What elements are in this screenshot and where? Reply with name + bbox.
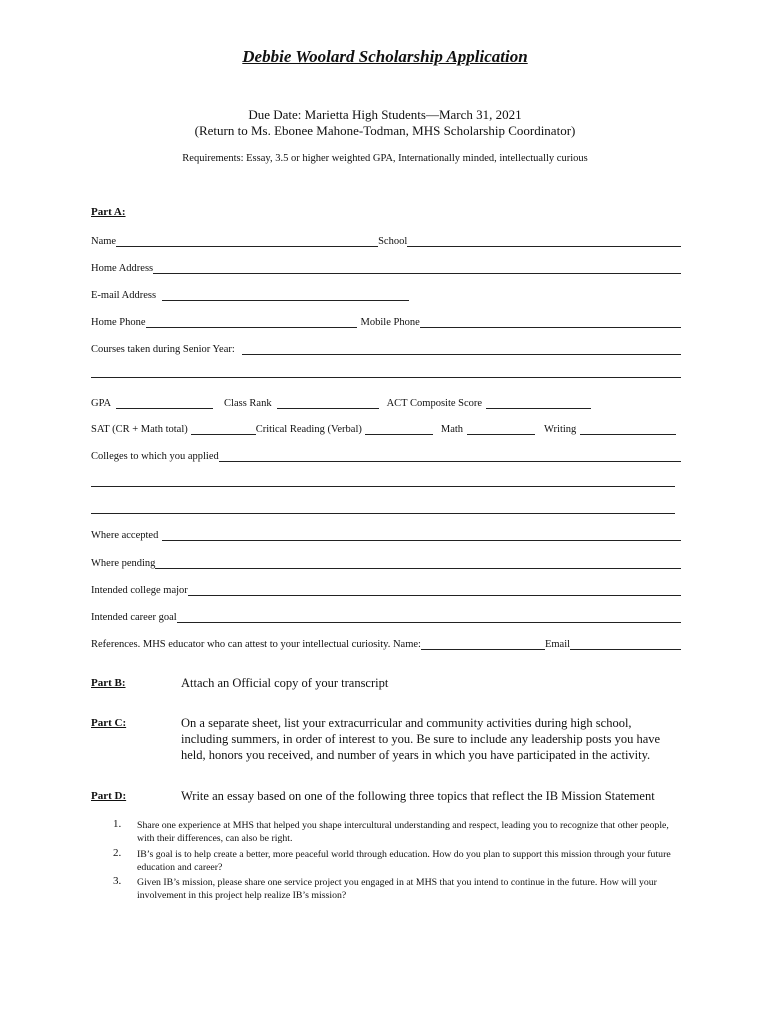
act-field[interactable] bbox=[486, 397, 591, 409]
topic-1-text: Share one experience at MHS that helped you shape intercultural understanding and respect, leading you to recognize that other people, with their differences, can also be right. bbox=[137, 820, 669, 844]
where-accepted-field[interactable] bbox=[162, 529, 681, 541]
due-date: Due Date: Marietta High Students—March 31, 2021 bbox=[248, 107, 522, 122]
home-address-row bbox=[91, 260, 681, 274]
where-pending-field[interactable] bbox=[155, 557, 681, 569]
sat-row bbox=[91, 421, 676, 435]
sat-field[interactable] bbox=[191, 423, 256, 435]
references-email-label: Email bbox=[544, 639, 571, 650]
name-field[interactable] bbox=[116, 235, 378, 247]
colleges-field[interactable] bbox=[219, 450, 681, 462]
email-label: E-mail Address bbox=[91, 290, 157, 301]
writing-field[interactable] bbox=[580, 423, 676, 435]
topic-2-text: IB’s goal is to help create a better, more peaceful world through education. How do you plan to support this mission through your future education and career? bbox=[137, 849, 671, 873]
class-rank-label: Class Rank bbox=[224, 398, 272, 409]
school-label: School bbox=[378, 236, 408, 247]
intended-major-label: Intended college major bbox=[91, 585, 188, 596]
colleges-row bbox=[91, 448, 681, 462]
gpa-field[interactable] bbox=[116, 397, 213, 409]
critical-reading-field[interactable] bbox=[365, 423, 433, 435]
references-name-field[interactable] bbox=[421, 638, 545, 650]
where-accepted-row bbox=[91, 527, 681, 541]
courses-label: Courses taken during Senior Year: bbox=[91, 344, 235, 355]
part-b-heading: Part B: bbox=[91, 677, 126, 689]
home-phone-field[interactable] bbox=[146, 316, 357, 328]
math-label: Math bbox=[440, 424, 464, 435]
intended-career-row bbox=[91, 609, 681, 623]
class-rank-field[interactable] bbox=[277, 397, 379, 409]
part-d-text: Write an essay based on one of the following three topics that reflect the IB Mission Statement bbox=[181, 789, 655, 803]
colleges-field-line-3[interactable] bbox=[91, 513, 675, 514]
mobile-phone-label: Mobile Phone bbox=[360, 317, 420, 328]
topic-3-number: 3. bbox=[113, 875, 122, 887]
topic-2-number: 2. bbox=[113, 847, 122, 859]
name-label: Name bbox=[91, 236, 117, 247]
topic-1-number: 1. bbox=[113, 818, 122, 830]
requirements: Requirements: Essay, 3.5 or higher weighted GPA, Internationally minded, intellectually curious bbox=[182, 153, 588, 164]
intended-career-field[interactable] bbox=[177, 611, 681, 623]
gpa-row bbox=[91, 395, 591, 409]
mobile-phone-field[interactable] bbox=[420, 316, 681, 328]
references-row bbox=[91, 636, 681, 650]
email-field[interactable] bbox=[162, 289, 409, 301]
intended-major-field[interactable] bbox=[188, 584, 681, 596]
colleges-label: Colleges to which you applied bbox=[91, 451, 219, 462]
act-label: ACT Composite Score bbox=[386, 398, 483, 409]
colleges-field-line-2[interactable] bbox=[91, 486, 675, 487]
courses-row bbox=[91, 341, 681, 355]
home-phone-label: Home Phone bbox=[91, 317, 146, 328]
where-pending-label: Where pending bbox=[91, 558, 156, 569]
topic-3-text: Given IB’s mission, please share one service project you engaged in at MHS that you intend to continue in the future. How will your involvement in this project help realize IB’s mission? bbox=[137, 877, 657, 901]
courses-field[interactable] bbox=[242, 343, 681, 355]
sat-label: SAT (CR + Math total) bbox=[91, 424, 188, 435]
phone-row bbox=[91, 314, 681, 328]
part-c-heading: Part C: bbox=[91, 717, 127, 729]
intended-career-label: Intended career goal bbox=[91, 612, 177, 623]
where-accepted-label: Where accepted bbox=[91, 530, 159, 541]
intended-major-row bbox=[91, 582, 681, 596]
school-field[interactable] bbox=[407, 235, 681, 247]
references-label: References. MHS educator who can attest to your intellectual curiosity. Name: bbox=[91, 639, 421, 650]
math-field[interactable] bbox=[467, 423, 535, 435]
email-row bbox=[91, 287, 409, 301]
return-to: (Return to Ms. Ebonee Mahone-Todman, MHS Scholarship Coordinator) bbox=[194, 123, 576, 138]
part-a-heading: Part A: bbox=[91, 206, 126, 218]
name-school-row bbox=[91, 233, 681, 247]
writing-label: Writing bbox=[544, 424, 577, 435]
courses-field-line-2[interactable] bbox=[91, 377, 681, 378]
part-c-text: On a separate sheet, list your extracurricular and community activities during high school, including summers, in order of interest to you. Be sure to include any leadership posts you have held, honors you received, and number of years in which you have participated in the activity. bbox=[181, 716, 661, 762]
part-d-heading: Part D: bbox=[91, 790, 127, 802]
references-email-field[interactable] bbox=[570, 638, 681, 650]
home-address-field[interactable] bbox=[153, 262, 681, 274]
gpa-label: GPA bbox=[91, 398, 112, 409]
critical-reading-label: Critical Reading (Verbal) bbox=[255, 424, 362, 435]
home-address-label: Home Address bbox=[91, 263, 154, 274]
form-title: Debbie Woolard Scholarship Application bbox=[242, 47, 528, 66]
part-b-text: Attach an Official copy of your transcript bbox=[181, 676, 389, 690]
where-pending-row bbox=[91, 555, 681, 569]
